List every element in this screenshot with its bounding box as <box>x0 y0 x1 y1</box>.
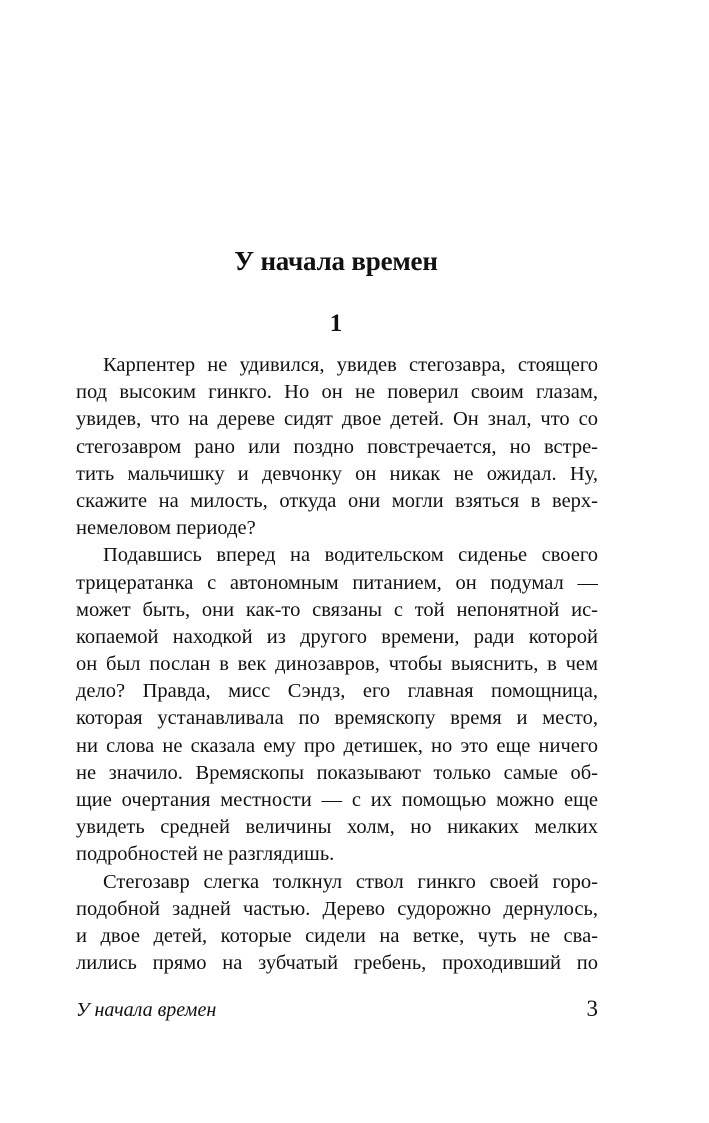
text-line: и двое детей, которые сидели на ветке, чуть не сва- <box>76 924 598 947</box>
text-line: щие очертания местности — с их помощью можно еще <box>76 789 598 811</box>
page-number: 3 <box>586 996 598 1021</box>
text-line: не значило. Времяскопы показывают только самые об- <box>76 761 598 784</box>
text-line: стегозавром рано или поздно повстречается, но встре- <box>76 435 598 458</box>
running-title: У начала времен <box>76 999 217 1021</box>
text-line: может быть, они как-то связаны с той непонятной ис- <box>76 598 598 621</box>
text-line: лились прямо на зубчатый гребень, проходивший по <box>76 952 598 975</box>
chapter-title: У начала времен <box>234 246 438 276</box>
text-line: Карпентер не удивился, увидев стегозавра, стоящего <box>103 354 598 376</box>
text-line: под высоким гинкго. Но он не поверил своим глазам, <box>76 381 598 404</box>
text-line: немеловом периоде? <box>76 517 256 540</box>
section-number: 1 <box>329 310 343 337</box>
body-text <box>76 352 598 977</box>
text-line: ни слова не сказала ему про детишек, но это еще ничего <box>76 734 598 757</box>
text-line: увидев, что на дереве сидят двое детей. Он знал, что со <box>76 408 598 431</box>
text-line: подробностей не разглядишь. <box>76 843 335 866</box>
text-line: увидеть средней величины холм, но никаких мелких <box>76 816 598 839</box>
text-line: копаемой находкой из другого времени, ради которой <box>76 625 598 648</box>
text-line: трицератанка с автономным питанием, он подумал — <box>76 571 598 594</box>
text-line: подобной задней частью. Дерево судорожно дернулось, <box>76 897 598 920</box>
text-line: он был послан в век динозавров, чтобы выяснить, в чем <box>76 653 598 676</box>
text-line: дело? Правда, мисс Сэндз, его главная помощница, <box>76 680 598 703</box>
text-line: Подавшись вперед на водительском сиденье своего <box>103 544 598 567</box>
text-line: скажите на милость, откуда они могли взяться в верх- <box>76 489 598 512</box>
text-line: тить мальчишку и девчонку он никак не ожидал. Ну, <box>76 462 598 485</box>
text-line: Стегозавр слегка толкнул ствол гинкго своей горо- <box>103 870 598 893</box>
text-line: которая устанавливала по времяскопу время и место, <box>76 707 598 730</box>
